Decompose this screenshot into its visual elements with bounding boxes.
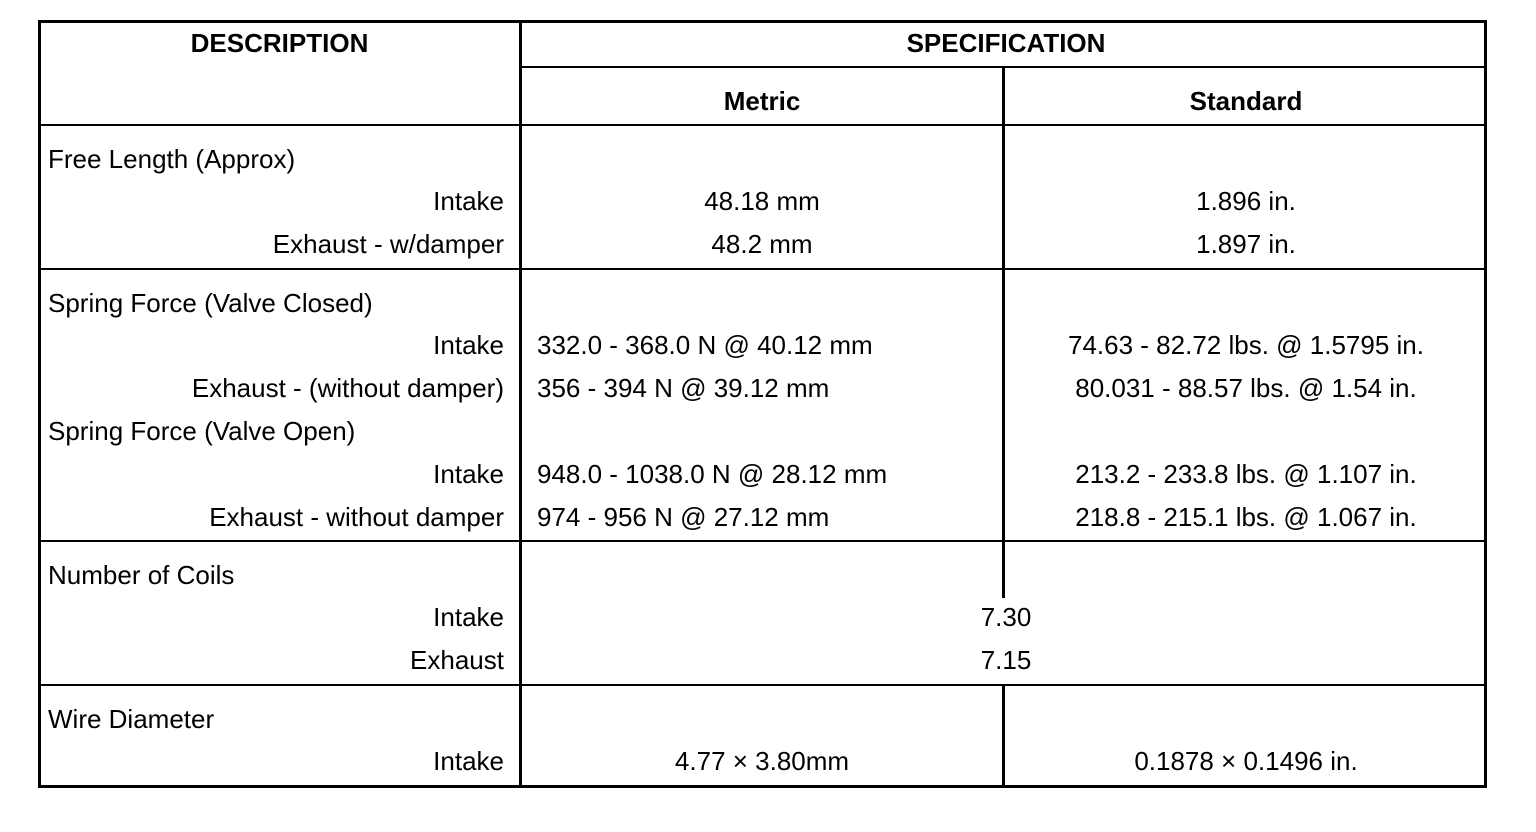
- section-title-spring-force-open: Spring Force (Valve Open): [48, 416, 356, 446]
- standard-value: 0.1878 × 0.1496 in.: [1134, 746, 1358, 776]
- section-title-wire-diameter: Wire Diameter: [48, 704, 215, 734]
- header-standard: Standard: [1189, 86, 1303, 116]
- standard-value: 1.897 in.: [1196, 229, 1296, 259]
- row-label: Intake: [433, 186, 504, 216]
- row-label: Intake: [433, 746, 504, 776]
- row-rule-1: [38, 268, 1487, 270]
- section-title-number-of-coils: Number of Coils: [48, 560, 235, 590]
- row-rule-2: [38, 540, 1487, 542]
- metric-value: 948.0 - 1038.0 N @ 28.12 mm: [537, 459, 888, 489]
- standard-value: 213.2 - 233.8 lbs. @ 1.107 in.: [1075, 459, 1417, 489]
- metric-value: 48.18 mm: [704, 186, 820, 216]
- coil-count-value: 7.30: [980, 602, 1032, 632]
- metric-value: 4.77 × 3.80mm: [674, 746, 850, 776]
- standard-value: 80.031 - 88.57 lbs. @ 1.54 in.: [1075, 373, 1417, 403]
- header-metric: Metric: [723, 86, 801, 116]
- row-label: Exhaust - w/damper: [272, 229, 504, 259]
- metric-value: 332.0 - 368.0 N @ 40.12 mm: [537, 330, 873, 360]
- row-rule-3: [38, 684, 1487, 686]
- standard-value: 74.63 - 82.72 lbs. @ 1.5795 in.: [1068, 330, 1424, 360]
- header-specification: SPECIFICATION: [906, 28, 1106, 58]
- metric-value: 48.2 mm: [711, 229, 813, 259]
- row-label: Exhaust - (without damper): [191, 373, 504, 403]
- metric-value: 974 - 956 N @ 27.12 mm: [537, 502, 830, 532]
- section-title-free-length: Free Length (Approx): [48, 144, 296, 174]
- section-title-spring-force-closed: Spring Force (Valve Closed): [48, 288, 373, 318]
- standard-value: 1.896 in.: [1196, 186, 1296, 216]
- standard-value: 218.8 - 215.1 lbs. @ 1.067 in.: [1075, 502, 1417, 532]
- row-label: Exhaust: [410, 645, 504, 675]
- coil-count-value: 7.15: [980, 645, 1032, 675]
- header-bottom-rule: [38, 124, 1487, 126]
- metric-value: 356 - 394 N @ 39.12 mm: [537, 373, 830, 403]
- row-label: Intake: [433, 459, 504, 489]
- row-label: Intake: [433, 330, 504, 360]
- row-label: Exhaust - without damper: [209, 502, 504, 532]
- row-label: Intake: [433, 602, 504, 632]
- header-description: DESCRIPTION: [190, 28, 369, 58]
